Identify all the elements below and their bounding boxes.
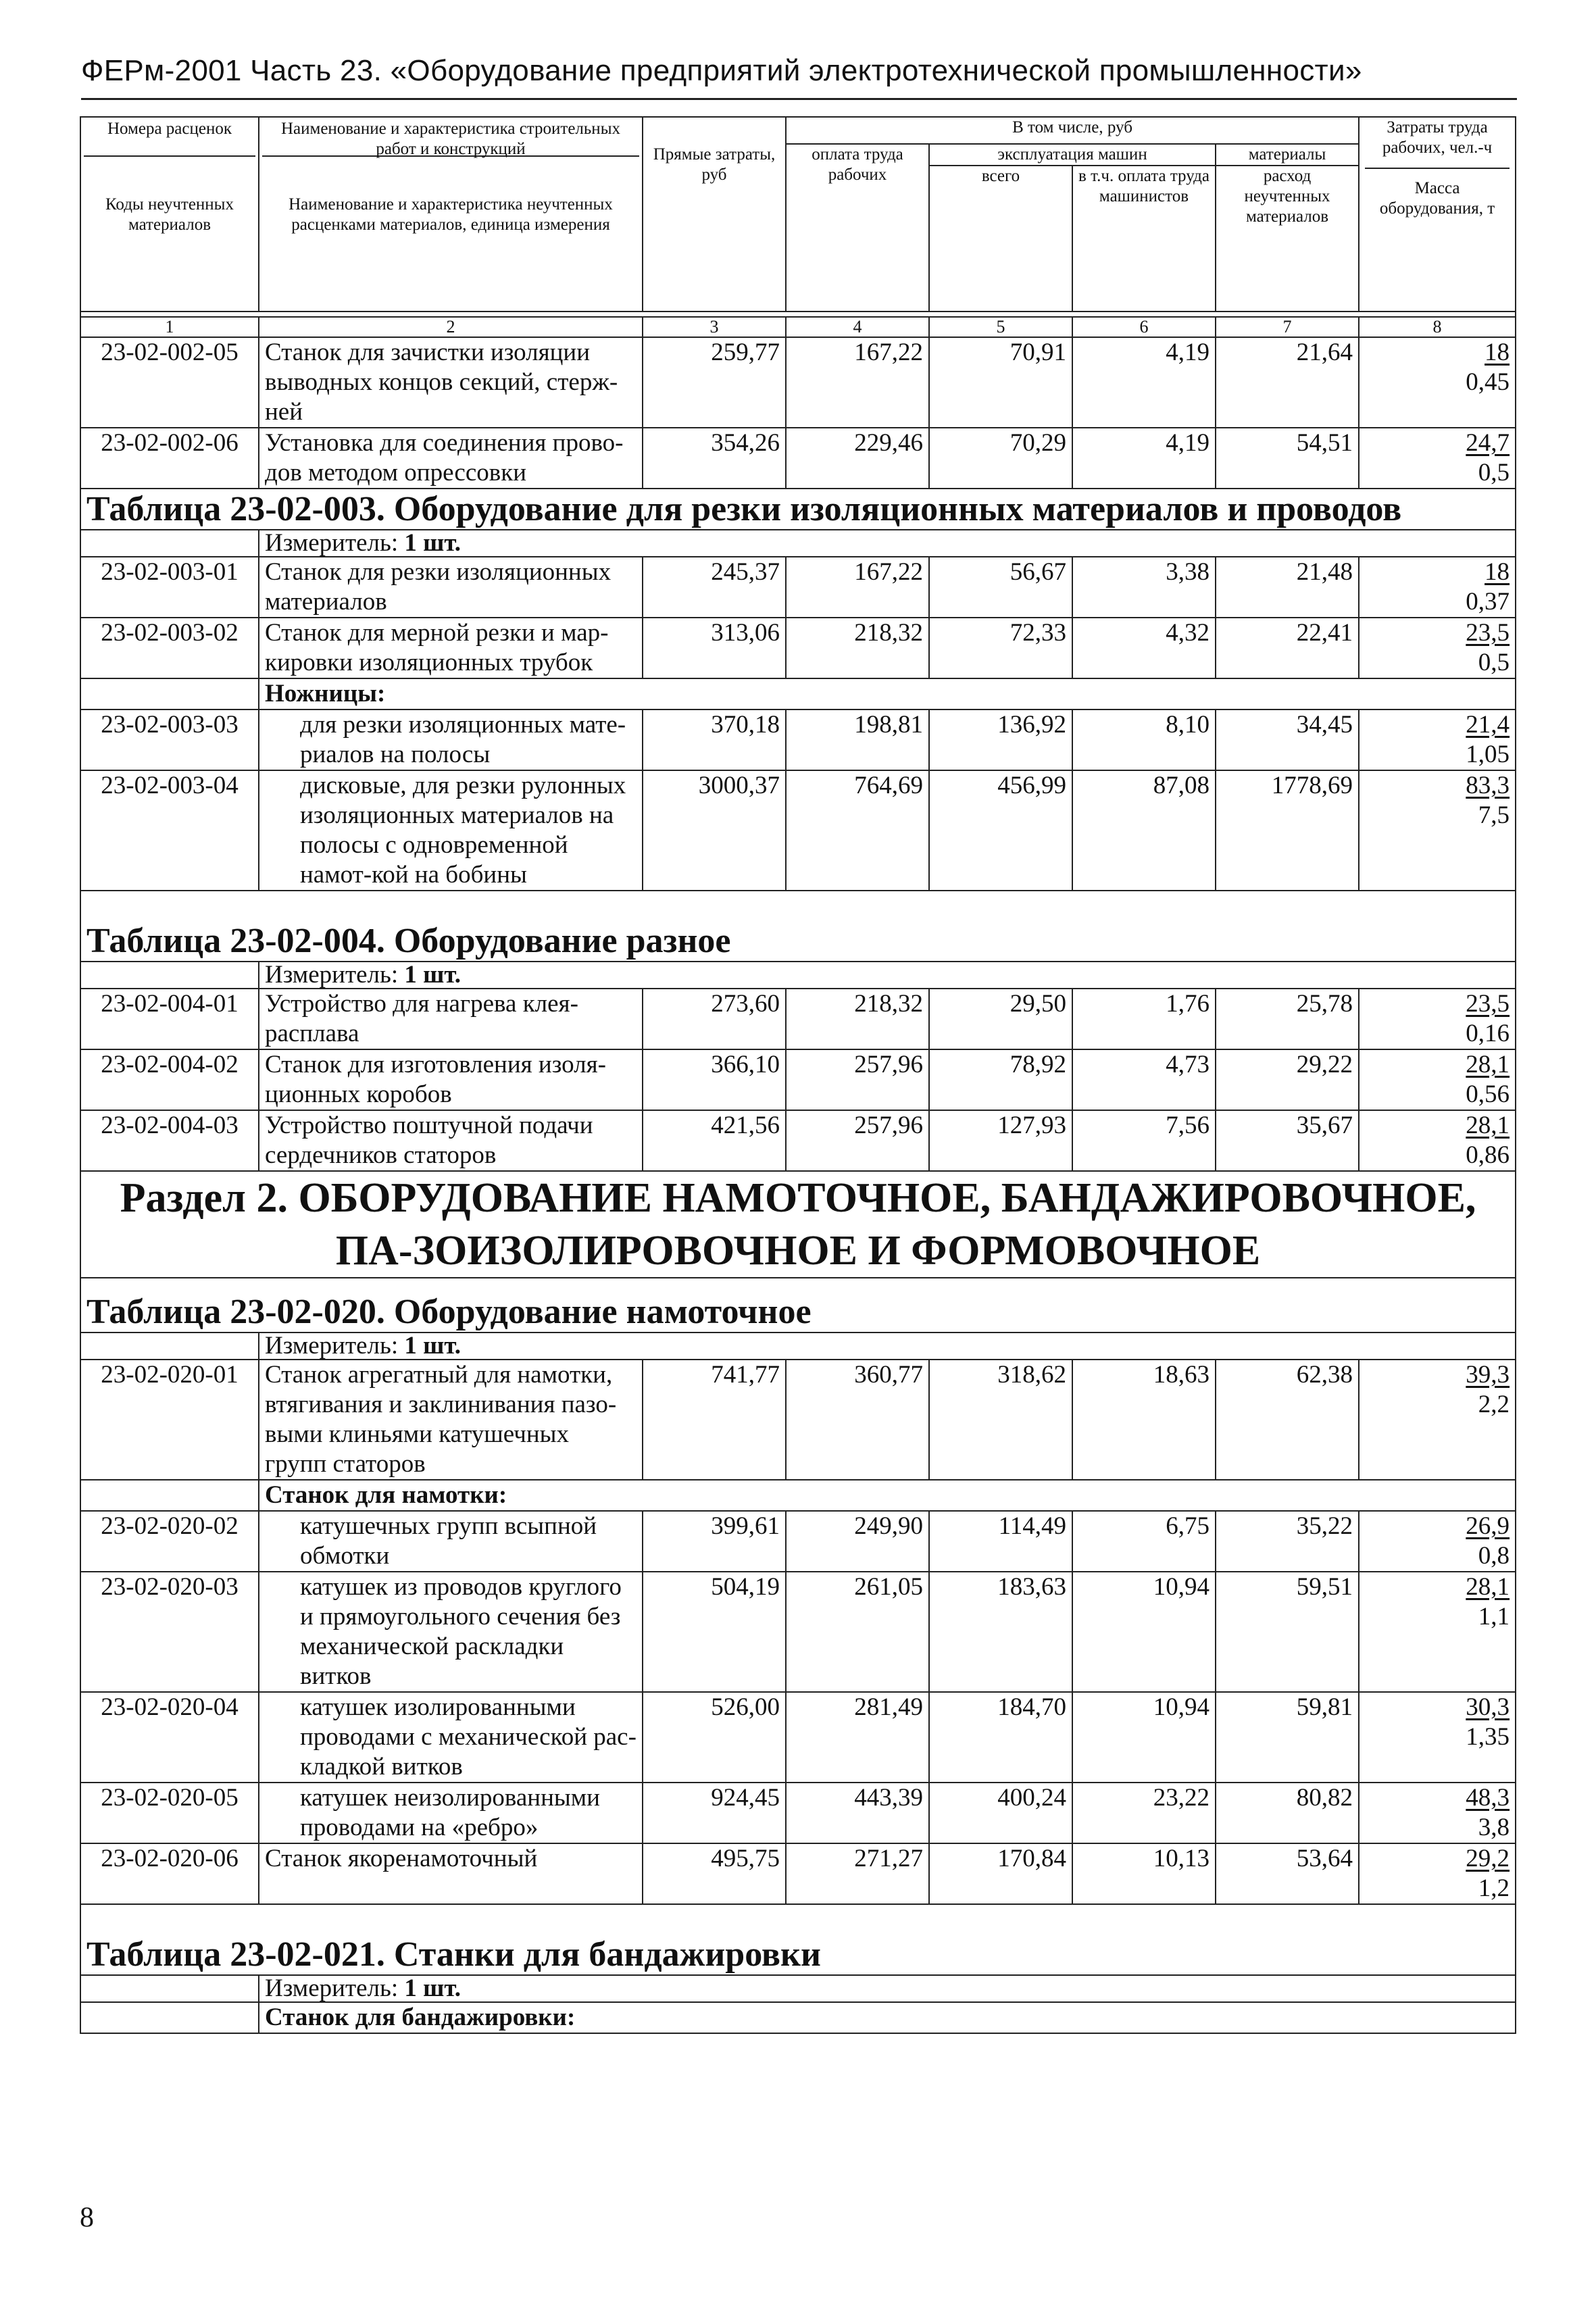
worker-pay: 229,46 (786, 428, 929, 489)
material-costs: 35,67 (1216, 1110, 1359, 1171)
rate-code: 23-02-004-03 (80, 1110, 259, 1171)
direct-costs: 399,61 (643, 1511, 786, 1572)
labor-hours: 28,1 (1466, 1051, 1510, 1078)
direct-costs: 3000,37 (643, 770, 786, 891)
material-costs: 59,81 (1216, 1692, 1359, 1783)
work-name: для резки изоляционных мате-риалов на полосы (259, 710, 643, 770)
material-costs: 59,51 (1216, 1572, 1359, 1692)
col-header-material-usage: расход неучтенных материалов (1216, 166, 1359, 312)
work-name: катушек неизолированными проводами на «ребро» (259, 1783, 643, 1843)
machine-costs: 318,62 (929, 1360, 1072, 1480)
material-costs: 53,64 (1216, 1843, 1359, 1904)
labor-hours: 23,5 (1466, 990, 1510, 1018)
meter-label: Измеритель: (265, 962, 405, 989)
table-row (80, 428, 1516, 489)
worker-pay: 443,39 (786, 1783, 929, 1843)
operator-pay: 4,19 (1072, 428, 1216, 489)
subheading: Станок для намотки: (259, 1480, 1516, 1511)
worker-pay: 218,32 (786, 618, 929, 678)
meter-unit: 1 шт. (404, 1333, 462, 1360)
col-header-group: В том числе, руб (786, 117, 1359, 144)
col-header-direct-costs: Прямые затраты, руб (643, 117, 786, 312)
labor-and-mass (1359, 710, 1516, 770)
meter-unit: 1 шт. (404, 962, 462, 989)
labor-hours: 39,3 (1466, 1361, 1510, 1389)
col-header-worker-pay: оплата труда рабочих (786, 144, 929, 312)
col-header-unrated-materials: Коды неучтенных материалов (105, 195, 234, 234)
rate-code: 23-02-020-03 (80, 1572, 259, 1692)
labor-and-mass (1359, 557, 1516, 618)
direct-costs: 354,26 (643, 428, 786, 489)
labor-and-mass (1359, 428, 1516, 489)
col-header-codes (80, 117, 259, 312)
col-header-name (259, 117, 643, 312)
direct-costs: 273,60 (643, 989, 786, 1049)
material-costs: 54,51 (1216, 428, 1359, 489)
work-name: катушечных групп всыпной обмотки (259, 1511, 643, 1572)
operator-pay: 8,10 (1072, 710, 1216, 770)
rate-code: 23-02-020-05 (80, 1783, 259, 1843)
labor-hours: 30,3 (1466, 1693, 1510, 1721)
operator-pay: 87,08 (1072, 770, 1216, 891)
labor-hours: 24,7 (1466, 429, 1510, 457)
col-num: 6 (1072, 317, 1216, 337)
work-name: Устройство для нагрева клея-расплава (259, 989, 643, 1049)
work-name: Станок агрегатный для намотки, втягивания и заклинивания пазо-выми клиньями катушечных групп статоров (259, 1360, 643, 1480)
meter-row (80, 1975, 1516, 2002)
labor-hours: 48,3 (1466, 1784, 1510, 1812)
equipment-mass: 1,05 (1466, 741, 1510, 768)
equipment-mass: 0,16 (1466, 1020, 1510, 1047)
direct-costs: 421,56 (643, 1110, 786, 1171)
equipment-mass: 7,5 (1478, 801, 1510, 829)
col-num: 7 (1216, 317, 1359, 337)
labor-and-mass (1359, 1511, 1516, 1572)
col-header-machines: эксплуатация машин (929, 144, 1216, 166)
material-costs: 22,41 (1216, 618, 1359, 678)
table-title: Таблица 23-02-021. Станки для бандажировки (80, 1904, 1516, 1975)
col-num: 3 (643, 317, 786, 337)
operator-pay: 10,94 (1072, 1572, 1216, 1692)
material-costs: 1778,69 (1216, 770, 1359, 891)
page-header: ФЕРм-2001 Часть 23. «Оборудование предприятий электротехнической промышленности» (81, 54, 1362, 87)
machine-costs: 184,70 (929, 1692, 1072, 1783)
machine-costs: 72,33 (929, 618, 1072, 678)
equipment-mass: 1,2 (1478, 1874, 1510, 1902)
worker-pay: 218,32 (786, 989, 929, 1049)
table-row (80, 1511, 1516, 1572)
meter-row (80, 962, 1516, 989)
rate-code: 23-02-003-02 (80, 618, 259, 678)
direct-costs: 526,00 (643, 1692, 786, 1783)
labor-and-mass (1359, 1110, 1516, 1171)
equipment-mass: 3,8 (1478, 1814, 1510, 1841)
worker-pay: 360,77 (786, 1360, 929, 1480)
col-header-materials: материалы (1216, 144, 1359, 166)
labor-and-mass (1359, 1783, 1516, 1843)
equipment-mass: 2,2 (1478, 1391, 1510, 1418)
work-name: катушек из проводов круглого и прямоугольного сечения без механической раскладки витков (259, 1572, 643, 1692)
machine-costs: 29,50 (929, 989, 1072, 1049)
table-row (80, 1360, 1516, 1480)
meter-label: Измеритель: (265, 1975, 405, 2002)
equipment-mass: 0,5 (1478, 649, 1510, 676)
direct-costs: 259,77 (643, 337, 786, 428)
rate-code: 23-02-004-02 (80, 1049, 259, 1110)
table-row (80, 770, 1516, 891)
table-title: Таблица 23-02-004. Оборудование разное (80, 891, 1516, 962)
equipment-mass: 1,1 (1478, 1603, 1510, 1631)
worker-pay: 167,22 (786, 337, 929, 428)
work-name: Устройство поштучной подачи сердечников статоров (259, 1110, 643, 1171)
worker-pay: 257,96 (786, 1049, 929, 1110)
material-costs: 35,22 (1216, 1511, 1359, 1572)
column-number-row (80, 317, 1516, 337)
col-header-labor-hours: Затраты труда рабочих, чел.-ч (1382, 118, 1493, 157)
labor-hours: 28,1 (1466, 1573, 1510, 1601)
header-rule (81, 98, 1517, 100)
machine-costs: 70,91 (929, 337, 1072, 428)
material-costs: 80,82 (1216, 1783, 1359, 1843)
worker-pay: 257,96 (786, 1110, 929, 1171)
operator-pay: 18,63 (1072, 1360, 1216, 1480)
labor-hours: 18 (1485, 558, 1510, 586)
machine-costs: 400,24 (929, 1783, 1072, 1843)
rate-code: 23-02-020-01 (80, 1360, 259, 1480)
work-name: Станок для резки изоляционных материалов (259, 557, 643, 618)
rate-code: 23-02-004-01 (80, 989, 259, 1049)
page-number: 8 (80, 2202, 94, 2233)
work-name: Станок для мерной резки и мар-кировки изоляционных трубок (259, 618, 643, 678)
worker-pay: 198,81 (786, 710, 929, 770)
machine-costs: 183,63 (929, 1572, 1072, 1692)
table-title: Таблица 23-02-020. Оборудование намоточное (80, 1278, 1516, 1333)
table-row (80, 1572, 1516, 1692)
table-row (80, 1783, 1516, 1843)
col-header-machines-total: всего (929, 166, 1072, 312)
labor-and-mass (1359, 1049, 1516, 1110)
col-header-rates: Номера расценок (84, 118, 255, 157)
operator-pay: 4,73 (1072, 1049, 1216, 1110)
table-row (80, 1843, 1516, 1904)
labor-hours: 18 (1485, 339, 1510, 366)
rate-code: 23-02-003-01 (80, 557, 259, 618)
equipment-mass: 0,5 (1478, 459, 1510, 487)
direct-costs: 924,45 (643, 1783, 786, 1843)
section-title: Раздел 2. ОБОРУДОВАНИЕ НАМОТОЧНОЕ, БАНДАЖИРОВОЧНОЕ, ПА-ЗОИЗОЛИРОВОЧНОЕ И ФОРМОВОЧНОЕ (80, 1171, 1516, 1278)
machine-costs: 114,49 (929, 1511, 1072, 1572)
labor-and-mass (1359, 1572, 1516, 1692)
operator-pay: 6,75 (1072, 1511, 1216, 1572)
col-header-works: Наименование и характеристика строительных работ и конструкций (262, 118, 639, 157)
col-header-labor-mass (1359, 117, 1516, 312)
direct-costs: 495,75 (643, 1843, 786, 1904)
operator-pay: 1,76 (1072, 989, 1216, 1049)
equipment-mass: 1,35 (1466, 1723, 1510, 1751)
operator-pay: 10,13 (1072, 1843, 1216, 1904)
col-num: 8 (1359, 317, 1516, 337)
material-costs: 21,48 (1216, 557, 1359, 618)
direct-costs: 370,18 (643, 710, 786, 770)
rate-code: 23-02-002-06 (80, 428, 259, 489)
work-name: Установка для соединения прово-дов методом опрессовки (259, 428, 643, 489)
col-num: 4 (786, 317, 929, 337)
table-row (80, 989, 1516, 1049)
direct-costs: 741,77 (643, 1360, 786, 1480)
labor-and-mass (1359, 770, 1516, 891)
machine-costs: 456,99 (929, 770, 1072, 891)
labor-hours: 26,9 (1466, 1512, 1510, 1540)
col-num: 1 (80, 317, 259, 337)
labor-hours: 29,2 (1466, 1845, 1510, 1872)
meter-label: Измеритель: (265, 1333, 405, 1360)
worker-pay: 249,90 (786, 1511, 929, 1572)
table-title: Таблица 23-02-003. Оборудование для резки изоляционных материалов и проводов (80, 489, 1516, 530)
work-name: Станок для зачистки изоляции выводных концов секций, стерж-ней (259, 337, 643, 428)
labor-hours: 83,3 (1466, 772, 1510, 799)
labor-and-mass (1359, 337, 1516, 428)
worker-pay: 271,27 (786, 1843, 929, 1904)
meter-row (80, 530, 1516, 557)
worker-pay: 764,69 (786, 770, 929, 891)
labor-and-mass (1359, 1692, 1516, 1783)
machine-costs: 78,92 (929, 1049, 1072, 1110)
machine-costs: 56,67 (929, 557, 1072, 618)
col-num: 5 (929, 317, 1072, 337)
material-costs: 29,22 (1216, 1049, 1359, 1110)
table-row (80, 1049, 1516, 1110)
material-costs: 34,45 (1216, 710, 1359, 770)
work-name: Станок для изготовления изоля-ционных коробов (259, 1049, 643, 1110)
col-num: 2 (259, 317, 643, 337)
col-header-operator-pay: в т.ч. оплата труда машинистов (1072, 166, 1216, 312)
labor-hours: 28,1 (1466, 1112, 1510, 1139)
labor-and-mass (1359, 1360, 1516, 1480)
equipment-mass: 0,56 (1466, 1080, 1510, 1108)
labor-and-mass (1359, 618, 1516, 678)
rate-code: 23-02-003-03 (80, 710, 259, 770)
worker-pay: 167,22 (786, 557, 929, 618)
direct-costs: 245,37 (643, 557, 786, 618)
rate-code: 23-02-003-04 (80, 770, 259, 891)
operator-pay: 4,32 (1072, 618, 1216, 678)
machine-costs: 136,92 (929, 710, 1072, 770)
operator-pay: 10,94 (1072, 1692, 1216, 1783)
operator-pay: 3,38 (1072, 557, 1216, 618)
labor-hours: 23,5 (1466, 619, 1510, 647)
labor-hours: 21,4 (1466, 711, 1510, 739)
subheading: Ножницы: (259, 678, 1516, 710)
work-name: Станок якоренамоточный (259, 1843, 643, 1904)
col-header-mass: Масса оборудования, т (1365, 168, 1510, 219)
machine-costs: 127,93 (929, 1110, 1072, 1171)
worker-pay: 261,05 (786, 1572, 929, 1692)
meter-unit: 1 шт. (404, 530, 462, 557)
direct-costs: 313,06 (643, 618, 786, 678)
table-row (80, 557, 1516, 618)
equipment-mass: 0,45 (1466, 368, 1510, 396)
rate-code: 23-02-020-02 (80, 1511, 259, 1572)
machine-costs: 170,84 (929, 1843, 1072, 1904)
material-costs: 25,78 (1216, 989, 1359, 1049)
table-row (80, 618, 1516, 678)
rates-table (80, 116, 1516, 2034)
table-row (80, 337, 1516, 428)
meter-unit: 1 шт. (404, 1975, 462, 2002)
labor-and-mass (1359, 1843, 1516, 1904)
operator-pay: 4,19 (1072, 337, 1216, 428)
equipment-mass: 0,37 (1466, 588, 1510, 616)
subheading: Станок для бандажировки: (259, 2002, 1516, 2033)
meter-label: Измеритель: (265, 530, 405, 557)
col-header-material-names: Наименование и характеристика неучтенных расценками материалов, единица измерения (289, 195, 613, 234)
table-row (80, 1110, 1516, 1171)
rate-code: 23-02-020-04 (80, 1692, 259, 1783)
operator-pay: 7,56 (1072, 1110, 1216, 1171)
table-row (80, 1692, 1516, 1783)
work-name: дисковые, для резки рулонных изоляционных материалов на полосы с одновременной намот-кой на бобины (259, 770, 643, 891)
direct-costs: 504,19 (643, 1572, 786, 1692)
equipment-mass: 0,86 (1466, 1141, 1510, 1169)
table-row (80, 710, 1516, 770)
machine-costs: 70,29 (929, 428, 1072, 489)
material-costs: 62,38 (1216, 1360, 1359, 1480)
equipment-mass: 0,8 (1478, 1542, 1510, 1570)
material-costs: 21,64 (1216, 337, 1359, 428)
operator-pay: 23,22 (1072, 1783, 1216, 1843)
rate-code: 23-02-020-06 (80, 1843, 259, 1904)
meter-row (80, 1333, 1516, 1360)
direct-costs: 366,10 (643, 1049, 786, 1110)
worker-pay: 281,49 (786, 1692, 929, 1783)
labor-and-mass (1359, 989, 1516, 1049)
work-name: катушек изолированными проводами с механической рас-кладкой витков (259, 1692, 643, 1783)
rate-code: 23-02-002-05 (80, 337, 259, 428)
